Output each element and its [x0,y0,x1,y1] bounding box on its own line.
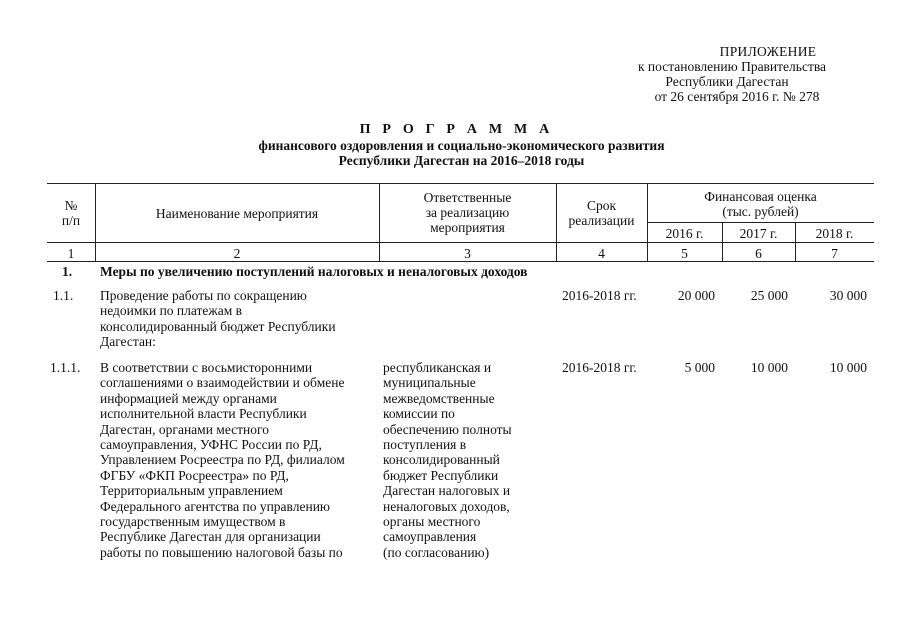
header-num-line: п/п [61,213,81,228]
annex-date-line: от 26 сентября 2016 г. № 278 [654,89,820,104]
row-name-line: работы по повышению налоговой базы по [100,544,343,560]
row-name-line: ФГБУ «ФКП Росреестра» по РД, [100,467,289,483]
column-number: 4 [598,246,605,261]
row-value-2016: 5 000 [684,360,715,375]
row-resp-line: муниципальные [383,375,476,391]
document-subtitle: финансового оздоровления и социально-экономического развития [258,138,665,153]
annex-heading: ПРИЛОЖЕНИЕ [719,44,817,59]
section-number: 1. [62,264,73,279]
header-num [47,198,95,228]
row-resp-line: бюджет Республики [383,467,499,483]
row-term: 2016-2018 гг. [562,360,637,375]
row-resp-line: неналоговых доходов, [383,498,510,514]
row-name-line: исполнительной власти Республики [100,406,307,422]
row-name-line: государственным имуществом в [100,514,286,530]
row-resp-line: консолидированный [383,452,500,468]
row-resp-line: (по согласованию) [383,544,490,560]
row-resp-line: республиканская и [383,360,492,375]
header-financial [647,189,874,219]
document-subtitle: Республики Дагестан на 2016–2018 годы [338,153,585,168]
column-number: 7 [831,246,838,261]
row-name-line: Территориальным управлением [100,483,283,499]
row-name-line: Проведение работы по сокращению [100,288,307,303]
row-name-line: Управлением Росреестра по РД, филиалом [100,452,345,468]
header-fin-line: (тыс. рублей) [722,204,799,219]
row-value-2017: 25 000 [750,288,788,303]
document-title: П Р О Г Р А М М А [359,122,554,137]
annex-line: Республики Дагестан [665,74,789,89]
row-resp-line: Дагестан налоговых и [383,483,511,499]
header-responsible [379,190,556,235]
row-responsible [383,360,512,560]
table-header-bottom-border [47,242,874,243]
row-term: 2016-2018 гг. [562,288,637,303]
row-name-line: недоимки по платежам в [100,303,243,319]
row-name-line: Федерального агентства по управлению [100,498,331,514]
header-resp-line: Ответственные [423,190,512,205]
row-value-2018: 10 000 [829,360,867,375]
table-subheader-divider [647,222,874,223]
row-name-line: Республике Дагестан для организации [100,529,321,545]
header-year-2018: 2018 г. [815,226,854,241]
header-year-2017: 2017 г. [739,226,778,241]
row-value-2017: 10 000 [750,360,788,375]
header-num-line: № [64,198,78,213]
row-name-line: Дагестан, органами местного [100,421,269,437]
column-number: 3 [464,246,471,261]
section-title: Меры по увеличению поступлений налоговых и неналоговых доходов [100,264,528,279]
row-name-line: информацией между органами [100,390,277,406]
header-term-line: реализации [568,213,635,228]
header-name: Наименование мероприятия [155,206,319,221]
header-resp-line: за реализацию [425,205,510,220]
row-value-2016: 20 000 [677,288,715,303]
header-year-2016: 2016 г. [665,226,704,241]
row-name [100,360,345,560]
column-number: 1 [67,246,75,261]
row-name-line: консолидированный бюджет Республики [100,318,336,334]
row-resp-line: обеспечению полноты [383,421,512,437]
column-number: 5 [681,246,688,261]
row-name-line: соглашениями о взаимодействии и обмене [100,375,345,391]
header-term [556,198,647,228]
row-name [100,288,336,350]
row-name-line: Дагестан: [100,334,156,350]
header-term-line: Срок [586,198,617,213]
header-fin-line: Финансовая оценка [704,189,817,204]
column-number: 6 [755,246,762,261]
row-value-2018: 30 000 [829,288,867,303]
table-top-border [47,183,874,184]
row-name-line: самоуправления, УФНС России по РД, [100,437,322,453]
annex-block [560,44,880,104]
row-resp-line: межведомственные [383,390,495,406]
row-resp-line: поступления в [383,437,467,453]
column-number: 2 [233,246,241,261]
row-number: 1.1. [53,288,74,303]
header-resp-line: мероприятия [430,220,505,235]
row-resp-line: комиссии по [383,406,455,422]
row-number: 1.1.1. [50,360,81,375]
row-resp-line: органы местного [383,514,481,530]
row-resp-line: самоуправления [383,529,477,545]
row-name-line: В соответствии с восьмисторонними [100,360,313,375]
annex-line: к постановлению Правительства [637,59,827,74]
